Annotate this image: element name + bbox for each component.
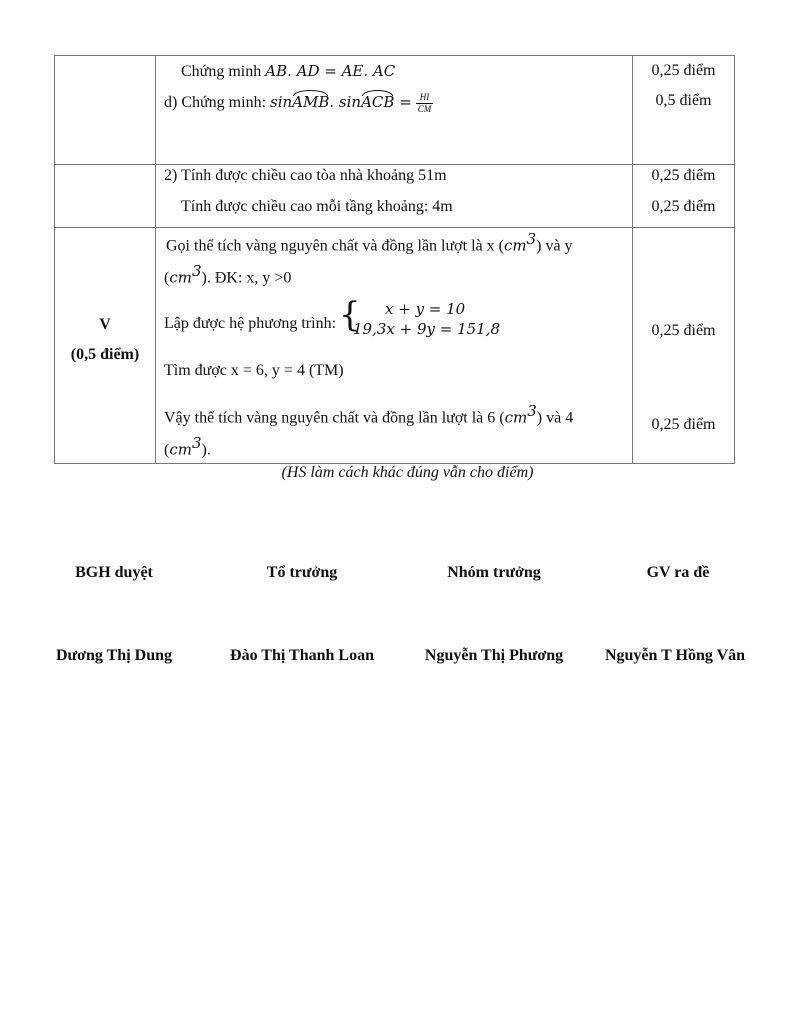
answer-line: Tính được chiều cao mỗi tầng khoảng: 4m bbox=[181, 198, 453, 215]
question-number: V bbox=[99, 316, 111, 333]
answer-line: d) Chứng minh: sinAMB. sinACB = $\frac{HI}{CM}$ bbox=[164, 92, 432, 114]
answer-line: Chứng minh AB. AD = AE. AC bbox=[181, 62, 396, 80]
signature-role: Tổ trưởng bbox=[266, 564, 338, 581]
math-expression: sinAMB. sinACB = bbox=[270, 93, 412, 112]
table-row bbox=[55, 165, 735, 228]
question-cell bbox=[55, 165, 156, 228]
equation: 19,3x + 9y = 151,8 bbox=[353, 320, 501, 338]
signature-name: Nguyễn Thị Phương bbox=[424, 647, 564, 664]
answer-line: $(cm^3)$. ĐK: x, y >0 bbox=[164, 262, 292, 287]
signature-name: Nguyễn T Hồng Vân bbox=[604, 647, 746, 664]
answer-cell bbox=[156, 56, 633, 165]
fraction: $\frac{HI}{CM}$ bbox=[417, 92, 432, 114]
signature-name: Dương Thị Dung bbox=[56, 647, 172, 664]
points-value: 0,5 điểm bbox=[655, 92, 712, 109]
question-cell bbox=[55, 56, 156, 165]
grading-table bbox=[54, 55, 735, 464]
answer-cell bbox=[156, 228, 633, 464]
points-cell bbox=[633, 165, 735, 228]
answer-line: Vậy thể tích vàng nguyên chất và đồng lần lượt là 6 $(cm^3)$ và 4 bbox=[164, 402, 574, 427]
points-value: 0,25 điểm bbox=[651, 62, 716, 79]
question-cell bbox=[55, 228, 156, 464]
answer-line: $(cm^3)$. bbox=[164, 434, 211, 459]
signature-name: Đào Thị Thanh Loan bbox=[230, 647, 374, 664]
answer-line: Gọi thể tích vàng nguyên chất và đồng lần lượt là x $(cm^3)$ và y bbox=[166, 230, 573, 255]
points-cell bbox=[633, 228, 735, 464]
points-value: 0,25 điểm bbox=[651, 198, 716, 215]
table-row bbox=[55, 56, 735, 165]
table-row bbox=[55, 228, 735, 464]
signature-role: GV ra đề bbox=[646, 564, 710, 581]
points-value: 0,25 điểm bbox=[651, 416, 716, 433]
brace-symbol: { bbox=[339, 295, 361, 335]
answer-line: Tìm được x = 6, y = 4 (TM) bbox=[164, 362, 344, 379]
answer-line: Lập được hệ phương trình: bbox=[164, 315, 337, 332]
signature-role: Nhóm trưởng bbox=[447, 564, 541, 581]
signature-role: BGH duyệt bbox=[75, 564, 153, 581]
math-expression: AB. AD = AE. AC bbox=[265, 62, 396, 80]
answer-line: 2) Tính được chiều cao tòa nhà khoảng 51m bbox=[164, 167, 447, 184]
question-score: (0,5 điểm) bbox=[70, 346, 140, 363]
answer-cell bbox=[156, 165, 633, 228]
points-value: 0,25 điểm bbox=[651, 167, 716, 184]
equation: x + y = 10 bbox=[385, 300, 466, 318]
grading-note: (HS làm cách khác đúng vẫn cho điểm) bbox=[281, 464, 534, 481]
points-cell bbox=[633, 56, 735, 165]
points-value: 0,25 điểm bbox=[651, 322, 716, 339]
